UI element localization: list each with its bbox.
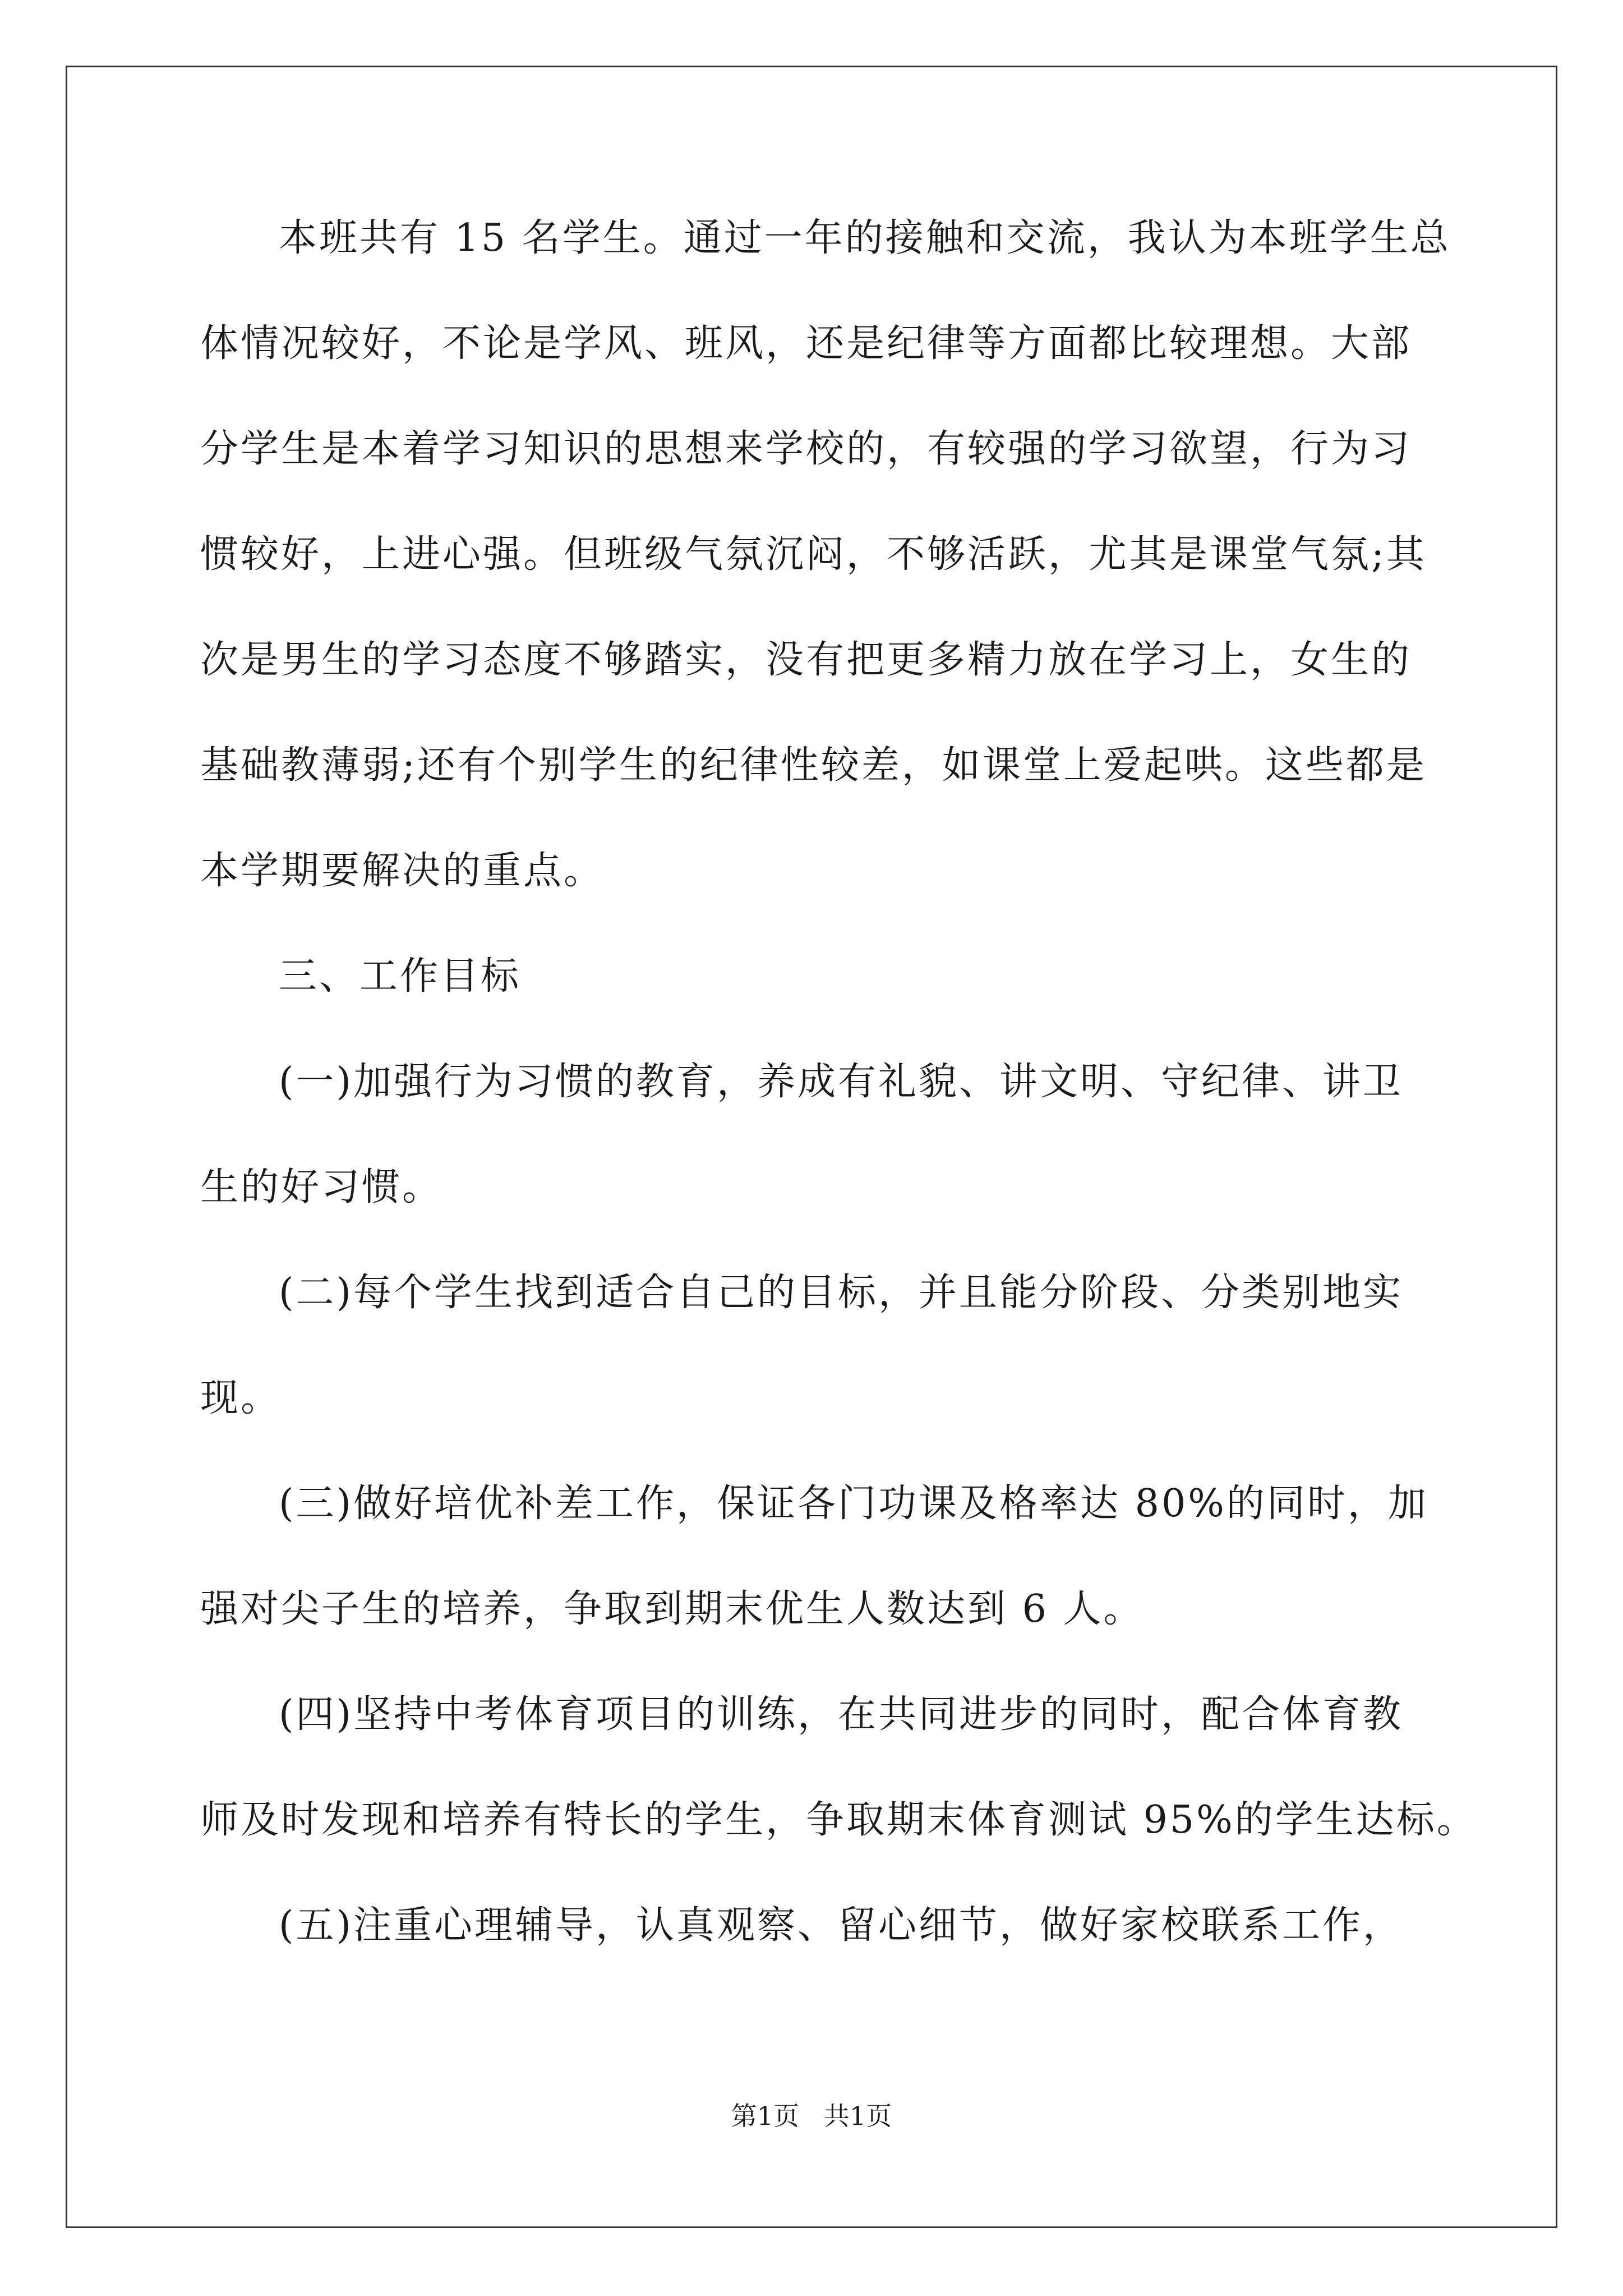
paragraph-line: 次是男生的学习态度不够踏实，没有把更多精力放在学习上，女生的 [200,638,1412,682]
paragraph-line: 师及时发现和培养有特长的学生，争取期末体育测试 95%的学生达标。 [200,1798,1477,1842]
paragraph-line: 现。 [200,1376,282,1420]
paragraph-line: (三)做好培优补差工作，保证各门功课及格率达 80%的同时，加 [279,1481,1428,1526]
paragraph-line: (五)注重心理辅导，认真观察、留心细节，做好家校联系工作， [279,1903,1404,1948]
paragraph-line: 生的好习惯。 [200,1165,443,1209]
paragraph-line: 分学生是本着学习知识的思想来学校的，有较强的学习欲望，行为习 [200,427,1412,471]
paragraph-line: 基础教薄弱;还有个别学生的纪律性较差，如课堂上爱起哄。这些都是 [200,743,1427,788]
paragraph-line: 本班共有 15 名学生。通过一年的接触和交流，我认为本班学生总 [279,216,1451,260]
paragraph-line: (二)每个学生找到适合自己的目标，并且能分阶段、分类别地实 [279,1271,1404,1315]
paragraph-line: (四)坚持中考体育项目的训练，在共同进步的同时，配合体育教 [279,1692,1404,1737]
paragraph-line: (一)加强行为习惯的教育，养成有礼貌、讲文明、守纪律、讲卫 [279,1060,1404,1104]
paragraph-line: 强对尖子生的培养，争取到期末优生人数达到 6 人。 [200,1587,1144,1631]
section-heading: 三、工作目标 [279,954,522,999]
paragraph-line: 体情况较好，不论是学风、班风，还是纪律等方面都比较理想。大部 [200,321,1412,366]
paragraph-line: 本学期要解决的重点。 [200,849,605,893]
paragraph-line: 惯较好，上进心强。但班级气氛沉闷，不够活跃，尤其是课堂气氛;其 [200,532,1427,577]
page-number-footer: 第1页 共1页 [731,2101,892,2131]
